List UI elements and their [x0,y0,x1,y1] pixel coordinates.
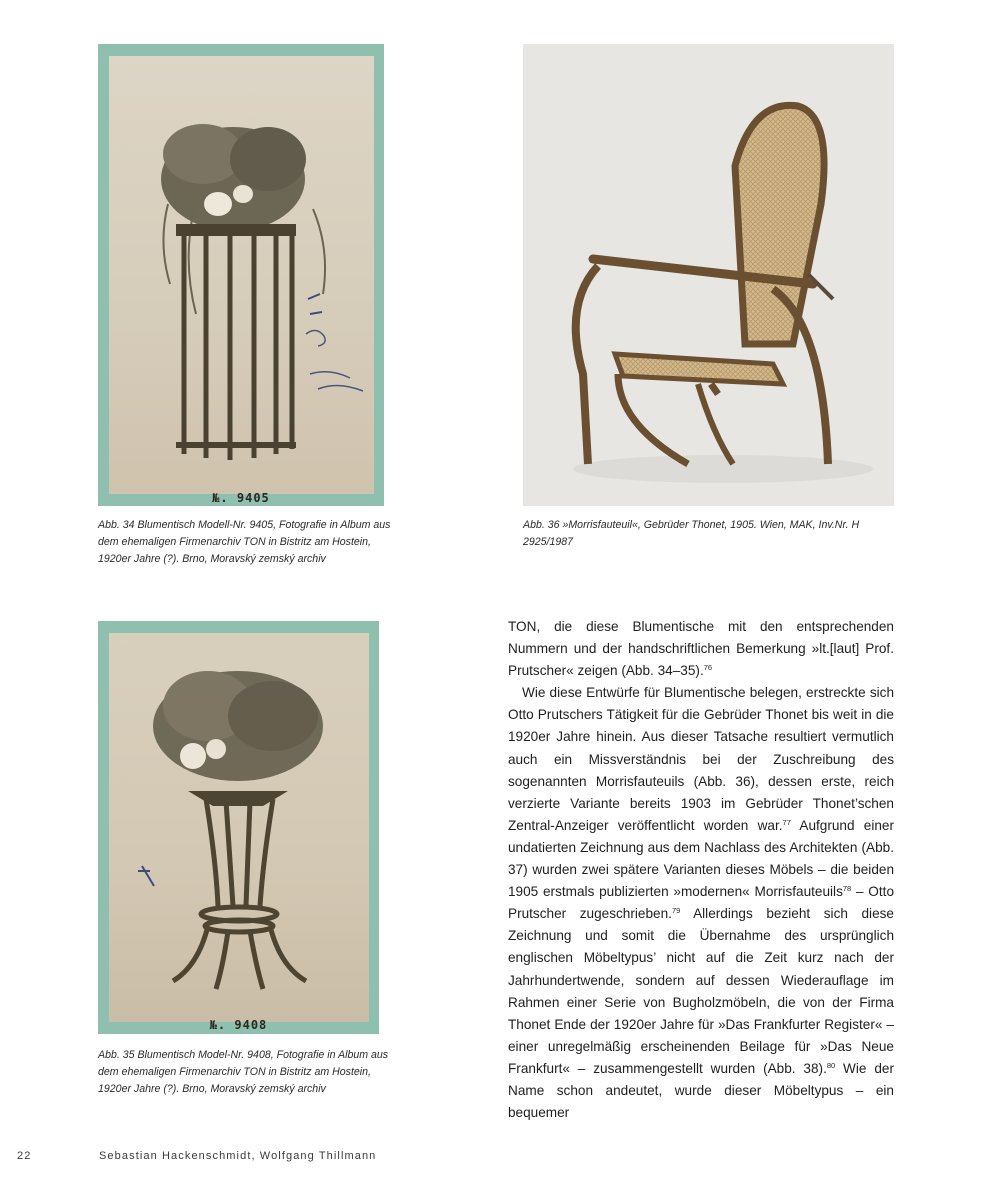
body-text [508,616,894,1124]
figure-34-photo [98,44,384,506]
photo-number-label: №. 9405 [212,491,270,505]
footnote-ref[interactable]: 76 [703,663,713,673]
footnote-ref[interactable]: 77 [782,817,791,827]
page-number: 22 [17,1150,32,1162]
paragraph-text: Wie der Name schon andeutet, wurde dieser Möbeltypus – ein bequemer [508,1060,894,1121]
figure-34-caption: Abb. 34 Blumentisch Modell-Nr. 9405, Fotografie in Album aus dem ehemaligen Firmenarchiv TON in Bistritz am Hostein, 1920er Jahre (?). Brno, Moravský zemský archiv [98,519,391,566]
figure-35-photo [98,621,379,1034]
paragraph-text: Aufgrund einer undatierten Zeichnung aus dem Nachlass des Architekten (Abb. 37) wurden zwei spätere Varianten dieses Möbels – die beiden 1905 erstmals publizierten »modernen« Morrisfauteuils [508,817,895,900]
paragraph-text: Allerdings bezieht sich diese Zeichnung und somit die Übernahme des ursprünglich englischen Möbeltypus’ nicht auf die Zeit kurz nach der Jahrhundertwende, sondern auf dessen Wiederauflage im Rahmen einer Serie von Bugholzmöbeln, die von der Firma Thonet Ende der 1920er Jahre für »Das Frankfurter Register« – einer unregelmäßig erscheinenden Beilage für »Das Neue Frankfurt« – zusammengestellt wurden (Abb. 38). [508,906,894,1076]
paragraph-text: TON, die diese Blumentische mit den entsprechenden Nummern und der handschriftlichen Bemerkung »lt.[laut] Prof. Prutscher« zeigen (Abb. 34–35). [508,619,894,679]
figure-36-photo [523,44,894,506]
footnote-ref[interactable]: 79 [671,906,681,916]
figure-36-caption: Abb. 36 »Morrisfauteuil«, Gebrüder Thonet, 1905. Wien, MAK, Inv.Nr. H 2925/1987 [523,519,860,549]
flower-stand-illustration [98,621,379,1034]
paragraph [508,616,894,682]
photo-number-label: №. 9408 [209,1018,268,1032]
paragraph-text: – Otto Prutscher zugeschrieben. [508,884,894,922]
figure-35-caption: Abb. 35 Blumentisch Model-Nr. 9408, Fotografie in Album aus dem ehemaligen Firmenarchiv TON in Bistritz am Hostein, 1920er Jahre (?). Brno, Moravský zemský archiv [98,1049,389,1096]
running-footer-authors: Sebastian Hackenschmidt, Wolfgang Thillmann [99,1150,377,1162]
paragraph [508,682,894,1124]
paragraph-text: Wie diese Entwürfe für Blumentische belegen, erstreckte sich Otto Prutschers Tätigkeit für die Gebrüder Thonet bis weit in die 1920er Jahre hinein. Aus dieser Tatsache resultiert vermutlich auch ein Missverständnis bei der Zuschreibung des sogenannten Morrisfauteuils (Abb. 36), dessen erste, reich verzierte Variante bereits 1903 im Gebrüder Thonet’schen Zentral-Anzeiger veröffentlicht worden war. [508,685,894,833]
morris-chair-illustration [523,44,894,506]
flower-stand-illustration [98,44,384,506]
footnote-ref[interactable]: 80 [826,1060,836,1070]
footnote-ref[interactable]: 78 [842,884,852,894]
